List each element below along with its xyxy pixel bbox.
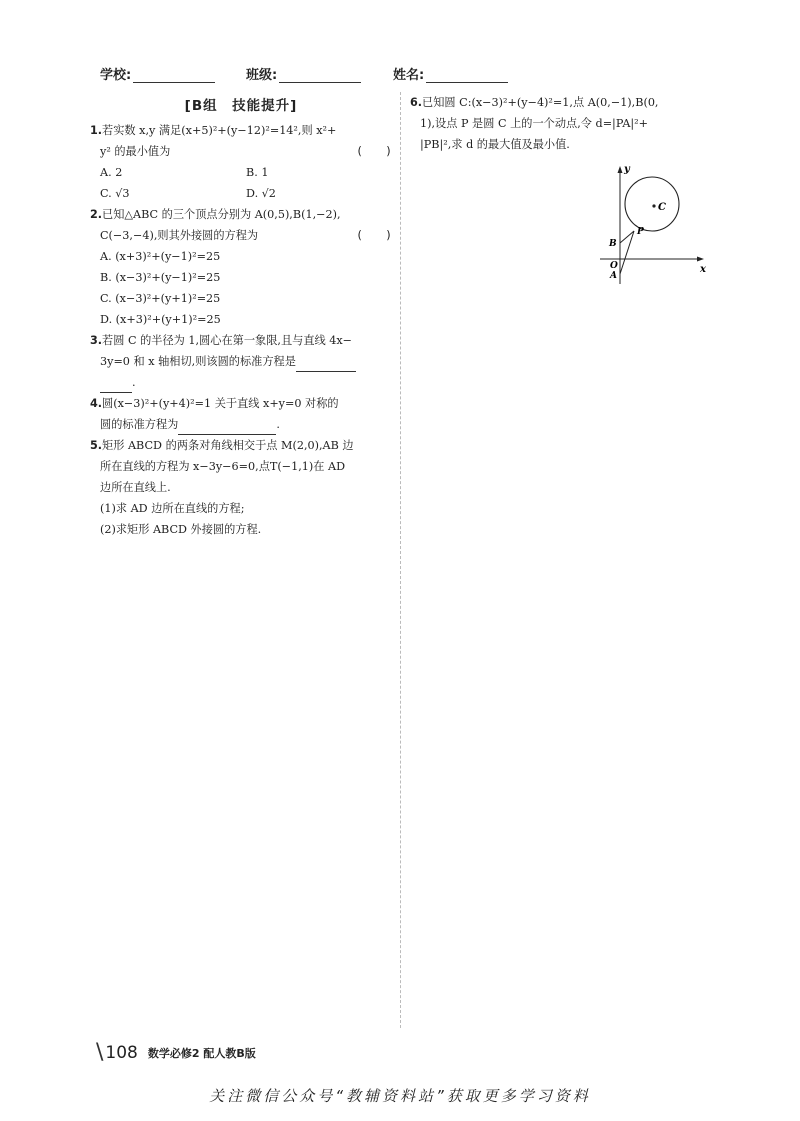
question-2-option-c: C. (x−3)²+(y+1)²=25 — [100, 292, 221, 305]
question-2-line-1 — [90, 204, 392, 225]
question-3 — [90, 330, 392, 393]
question-5-line-3: 边所在直线上. — [100, 481, 171, 494]
question-3-line-1 — [90, 330, 392, 351]
page-footer — [96, 1040, 256, 1065]
book-title: 数学必修2 配人教B版 — [147, 1046, 256, 1060]
question-1-option-d: D. √2 — [246, 187, 276, 200]
question-6-text-1: 已知圆 C:(x−3)²+(y−4)²=1,点 A(0,−1),B(0, — [422, 96, 659, 109]
name-label: 姓名: — [393, 68, 425, 83]
question-2-text-2: C(−3,−4),则其外接圆的方程为 — [100, 229, 259, 242]
question-5 — [90, 435, 392, 540]
question-2-option-a: A. (x+3)²+(y−1)²=25 — [100, 250, 221, 263]
question-1-line-1 — [90, 120, 392, 141]
left-column — [90, 92, 392, 540]
header-fields — [100, 64, 700, 84]
label-c: C — [658, 202, 666, 213]
question-4-blank — [178, 421, 276, 435]
label-p: P — [637, 227, 644, 237]
question-4 — [90, 393, 392, 435]
footer-slash-decoration: \ — [96, 1040, 104, 1065]
question-2-option-b: B. (x−3)²+(y−1)²=25 — [100, 271, 221, 284]
question-1-text-1: 若实数 x,y 满足(x+5)²+(y−12)²=14²,则 x²+ — [102, 124, 337, 137]
label-o: O — [610, 261, 618, 271]
question-1-options-row-1 — [90, 162, 392, 183]
question-1 — [90, 120, 392, 204]
x-axis-arrow — [697, 257, 704, 262]
label-x: x — [700, 264, 706, 275]
question-4-text-1: 圆(x−3)²+(y+4)²=1 关于直线 x+y=0 对称的 — [102, 397, 339, 410]
question-2-option-d: D. (x+3)²+(y+1)²=25 — [100, 313, 221, 326]
question-6 — [410, 92, 712, 155]
question-3-text-1: 若圆 C 的半径为 1,圆心在第一象限,且与直线 4x− — [102, 334, 353, 347]
promo-text: 关注微信公众号“教辅资料站”获取更多学习资料 — [209, 1087, 591, 1105]
question-1-answer-paren: ( ) — [356, 145, 392, 158]
question-1-option-c: C. √3 — [100, 187, 130, 200]
question-4-line-1 — [90, 393, 392, 414]
question-5-line-1 — [90, 435, 392, 456]
school-blank — [133, 68, 215, 83]
class-label: 班级: — [246, 68, 278, 83]
question-1-text-2: y² 的最小值为 — [100, 145, 171, 158]
name-field — [393, 64, 508, 83]
question-4-end: . — [276, 418, 280, 431]
question-2 — [90, 204, 392, 330]
question-5-part-1: (1)求 AD 边所在直线的方程; — [100, 502, 245, 515]
question-1-option-a: A. 2 — [100, 166, 123, 179]
question-3-line-3 — [90, 372, 392, 393]
question-2-text-1: 已知△ABC 的三个顶点分别为 A(0,5),B(1,−2), — [102, 208, 341, 221]
label-a: A — [610, 271, 617, 281]
name-blank — [426, 68, 508, 83]
question-1-number: 1. — [90, 124, 103, 137]
question-5-line-2: 所在直线的方程为 x−3y−6=0,点T(−1,1)在 AD — [100, 460, 346, 473]
question-2-answer-paren: ( ) — [356, 229, 392, 242]
question-5-text-1: 矩形 ABCD 的两条对角线相交于点 M(2,0),AB 边 — [102, 439, 354, 452]
question-2-number: 2. — [90, 208, 103, 221]
question-4-number: 4. — [90, 397, 103, 410]
question-3-blank-2 — [100, 379, 132, 393]
question-4-text-2: 圆的标准方程为 — [100, 418, 179, 431]
question-3-text-2: 3y=0 和 x 轴相切,则该圆的标准方程是 — [100, 355, 296, 368]
group-title: [B组 技能提升] — [184, 98, 298, 114]
question-6-number: 6. — [410, 96, 423, 109]
label-b: B — [609, 239, 617, 249]
class-blank — [279, 68, 361, 83]
question-1-options-row-2 — [90, 183, 392, 204]
question-5-part-2: (2)求矩形 ABCD 外接圆的方程. — [100, 523, 262, 536]
question-1-line-2 — [90, 141, 392, 162]
question-3-end: . — [132, 376, 136, 389]
label-y: y — [624, 164, 630, 175]
circle-c — [625, 177, 679, 231]
question-2-line-2 — [90, 225, 392, 246]
question-4-line-2 — [90, 414, 392, 435]
circle-center-dot — [652, 204, 655, 207]
school-label: 学校: — [100, 68, 132, 83]
school-field — [100, 64, 215, 83]
question-3-line-2 — [90, 351, 392, 372]
right-column — [410, 92, 712, 281]
question-3-blank-1 — [296, 358, 356, 372]
page-number: 108 — [105, 1042, 138, 1063]
question-6-line-1 — [410, 92, 712, 113]
question-5-number: 5. — [90, 439, 103, 452]
question-6-line-2: 1),设点 P 是圆 C 上的一个动点,令 d=|PA|²+ — [420, 117, 649, 130]
column-divider — [400, 92, 401, 1028]
y-axis-arrow — [618, 166, 623, 173]
question-6-line-3: |PB|²,求 d 的最大值及最小值. — [420, 138, 570, 151]
question-1-option-b: B. 1 — [246, 166, 269, 179]
question-3-number: 3. — [90, 334, 103, 347]
circle-figure — [596, 162, 708, 288]
class-field — [246, 64, 361, 83]
